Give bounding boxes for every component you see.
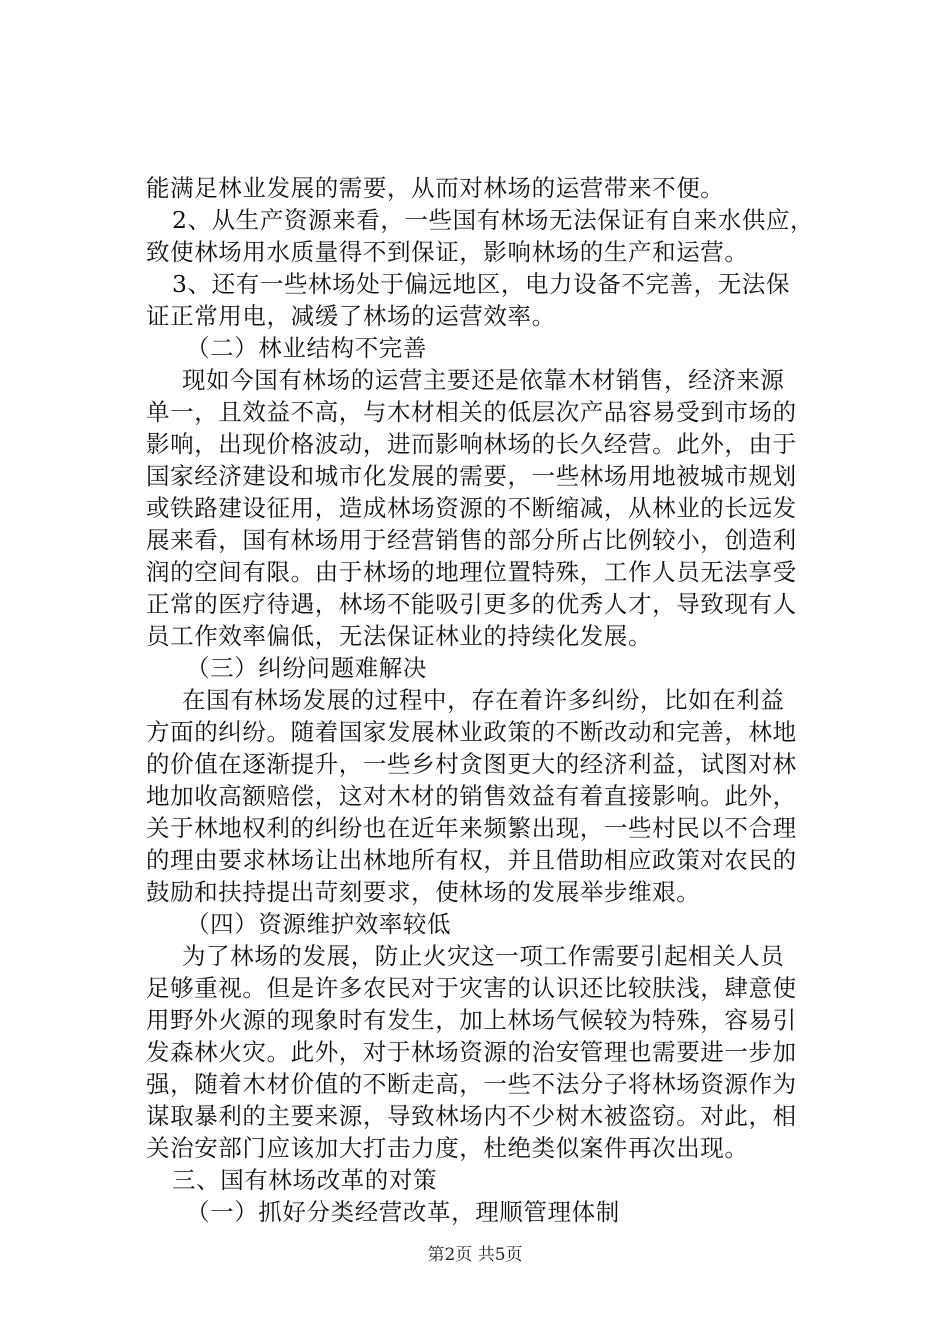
body-line: 单一，且效益不高，与木材相关的低层次产品容易受到市场的 [146,398,797,426]
body-line: 正常的医疗待遇，林场不能吸引更多的优秀人才，导致现有人 [146,590,797,618]
chapter-heading: 三、国有林场改革的对策 [172,1166,438,1194]
document-body [146,172,846,1228]
page-number-label: 第2页 共5页 [427,1245,523,1265]
body-line: 员工作效率偏低，无法保证林业的持续化发展。 [146,622,653,650]
body-line: 关于林地权利的纠纷也在近年来频繁出现，一些村民以不合理 [146,814,797,842]
body-line: 的价值在逐渐提升，一些乡村贪图更大的经济利益，试图对林 [146,750,797,778]
body-line: 用野外火源的现象时有发生，加上林场气候较为特殊，容易引 [146,1006,797,1034]
body-line: 足够重视。但是许多农民对于灾害的认识还比较肤浅，肆意使 [146,974,797,1002]
body-line: 发森林火灾。此外，对于林场资源的治安管理也需要进一步加 [146,1038,797,1066]
body-line: 展来看，国有林场用于经营销售的部分所占比例较小，创造利 [146,526,797,554]
body-line: 的理由要求林场让出林地所有权，并且借助相应政策对农民的 [146,846,797,874]
body-line: 3、还有一些林场处于偏远地区，电力设备不完善，无法保 [172,270,791,298]
section-heading: （一）抓好分类经营改革，理顺管理体制 [186,1198,620,1226]
body-line: 现如今国有林场的运营主要还是依靠木材销售，经济来源 [182,366,785,394]
body-line: 润的空间有限。由于林场的地理位置特殊，工作人员无法享受 [146,558,797,586]
body-line: 鼓励和扶持提出苛刻要求，使林场的发展举步维艰。 [146,878,701,906]
section-heading: （二）林业结构不完善 [186,334,427,362]
body-line: 地加收高额赔偿，这对木材的销售效益有着直接影响。此外， [146,782,797,810]
body-line: 影响，出现价格波动，进而影响林场的长久经营。此外，由于 [146,430,797,458]
body-line: 谋取暴利的主要来源，导致林场内不少树木被盗窃。对此，相 [146,1102,797,1130]
body-line: 强，随着木材价值的不断走高，一些不法分子将林场资源作为 [146,1070,797,1098]
page-footer [0,1244,950,1266]
body-line: 在国有林场发展的过程中，存在着许多纠纷，比如在利益 [182,686,785,714]
body-line: 为了林场的发展，防止火灾这一项工作需要引起相关人员 [182,942,785,970]
body-line: 国家经济建设和城市化发展的需要，一些林场用地被城市规划 [146,462,797,490]
body-line: 证正常用电，减缓了林场的运营效率。 [146,302,556,330]
body-line: 能满足林业发展的需要，从而对林场的运营带来不便。 [146,174,725,202]
body-line: 关治安部门应该加大打击力度，杜绝类似案件再次出现。 [146,1134,749,1162]
body-line: 致使林场用水质量得不到保证，影响林场的生产和运营。 [146,238,749,266]
body-line: 方面的纠纷。随着国家发展林业政策的不断改动和完善，林地 [146,718,797,746]
body-line: 或铁路建设征用，造成林场资源的不断缩减，从林业的长远发 [146,494,797,522]
section-heading: （三）纠纷问题难解决 [186,654,427,682]
section-heading: （四）资源维护效率较低 [186,910,452,938]
body-line: 2、从生产资源来看，一些国有林场无法保证有自来水供应， [172,206,815,234]
